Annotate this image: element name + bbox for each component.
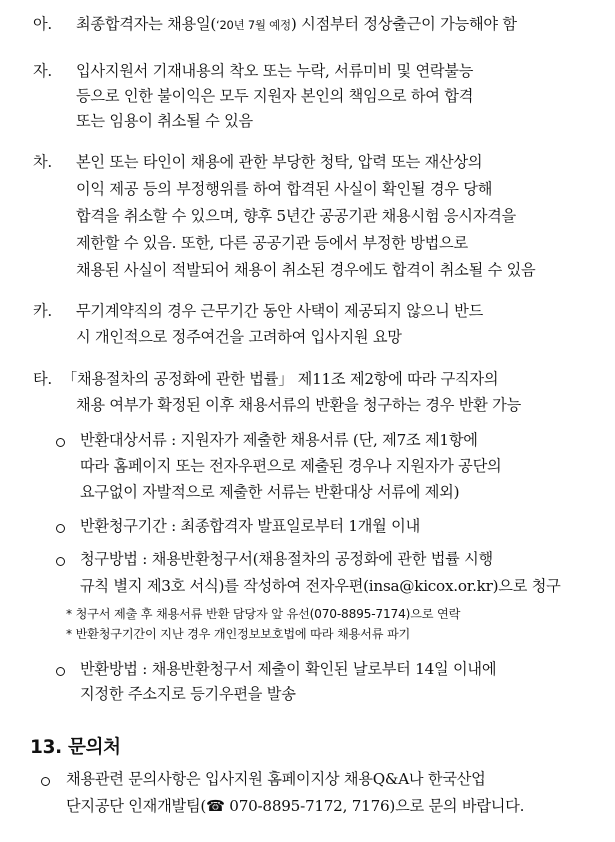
section-13-line-1: 채용관련 문의사항은 입사지원 홈페이지상 채용Q&A나 한국산업 — [66, 770, 486, 788]
item-ta-line-1: 「채용절차의 공정화에 관한 법률」 제11조 제2항에 따라 구직자의 — [62, 370, 499, 388]
section-13-text-end: 070-8895-7172, 7176)으로 문의 바랍니다. — [224, 797, 525, 815]
bullet-2-line-1: 반환청구기간 : 최종합격자 발표일로부터 1개월 이내 — [80, 517, 421, 535]
bullet-3-note-2: * 반환청구기간이 지난 경우 개인정보보호법에 따라 채용서류 파기 — [66, 627, 411, 641]
bullet-circle-icon — [56, 667, 65, 676]
bullet-circle-icon — [56, 557, 65, 566]
item-a-marker: 아. — [33, 15, 52, 33]
item-ka-line-1: 무기계약직의 경우 근무기간 동안 사택이 제공되지 않으니 반드 — [76, 302, 483, 320]
item-ta-marker: 타. — [33, 370, 52, 388]
item-cha-line-4: 제한할 수 있음. 또한, 다른 공공기관 등에서 부정한 방법으로 — [76, 234, 468, 252]
item-ja-marker: 자. — [33, 62, 52, 80]
item-ja-line-3: 또는 임용이 취소될 수 있음 — [76, 112, 253, 130]
item-cha-line-3: 합격을 취소할 수 있으며, 향후 5년간 공공기관 채용시험 응시자격을 — [76, 207, 516, 225]
item-ka-marker: 카. — [33, 302, 52, 320]
item-a-text: 최종합격자는 채용일( — [76, 15, 217, 33]
section-13-text: 단지공단 인재개발팀( — [66, 797, 207, 815]
bullet-circle-icon — [56, 438, 65, 447]
bullet-circle-icon — [41, 777, 50, 786]
item-ta-line-2: 채용 여부가 확정된 이후 채용서류의 반환을 청구하는 경우 반환 가능 — [76, 396, 521, 414]
bullet-3-line-1: 청구방법 : 채용반환청구서(채용절차의 공정화에 관한 법률 시행 — [80, 550, 493, 568]
phone-icon: ☎ — [206, 797, 225, 815]
bullet-3-line-2: 규칙 별지 제3호 서식)를 작성하여 전자우편(insa@kicox.or.kr)으로 청구 — [80, 577, 561, 595]
item-cha-line-2: 이익 제공 등의 부정행위를 하여 합격된 사실이 확인될 경우 당해 — [76, 180, 493, 198]
item-cha-line-5: 채용된 사실이 적발되어 채용이 취소된 경우에도 합격이 취소될 수 있음 — [76, 261, 536, 279]
bullet-3-note-1: * 청구서 제출 후 채용서류 반환 담당자 앞 유선(070-8895-7174)으로 연락 — [66, 607, 461, 621]
item-ja-line-2: 등으로 인한 불이익은 모두 지원자 본인의 책임으로 하여 합격 — [76, 87, 474, 105]
bullet-1-line-1: 반환대상서류 : 지원자가 제출한 채용서류 (단, 제7조 제1항에 — [80, 431, 478, 449]
bullet-1-line-3: 요구없이 자발적으로 제출한 서류는 반환대상 서류에 제외) — [80, 483, 460, 501]
item-a-line — [76, 14, 517, 35]
item-cha-marker: 차. — [33, 153, 52, 171]
item-ja-line-1: 입사지원서 기재내용의 착오 또는 누락, 서류미비 및 연락불능 — [76, 62, 474, 80]
bullet-circle-icon — [56, 524, 65, 533]
bullet-4-line-1: 반환방법 : 채용반환청구서 제출이 확인된 날로부터 14일 이내에 — [80, 660, 497, 678]
bullet-1-line-2: 따라 홈페이지 또는 전자우편으로 제출된 경우나 지원자가 공단의 — [80, 457, 502, 475]
section-13-title: 13. 문의처 — [30, 737, 121, 758]
item-a-date: ‘20년 7월 예정 — [216, 18, 291, 32]
item-a-text-end: ) 시점부터 정상출근이 가능해야 함 — [290, 15, 517, 33]
section-13-line-2 — [66, 796, 524, 816]
bullet-4-line-2: 지정한 주소지로 등기우편을 발송 — [80, 685, 296, 703]
item-cha-line-1: 본인 또는 타인이 채용에 관한 부당한 청탁, 압력 또는 재산상의 — [76, 153, 483, 171]
item-ka-line-2: 시 개인적으로 정주여건을 고려하여 입사지원 요망 — [76, 328, 402, 346]
